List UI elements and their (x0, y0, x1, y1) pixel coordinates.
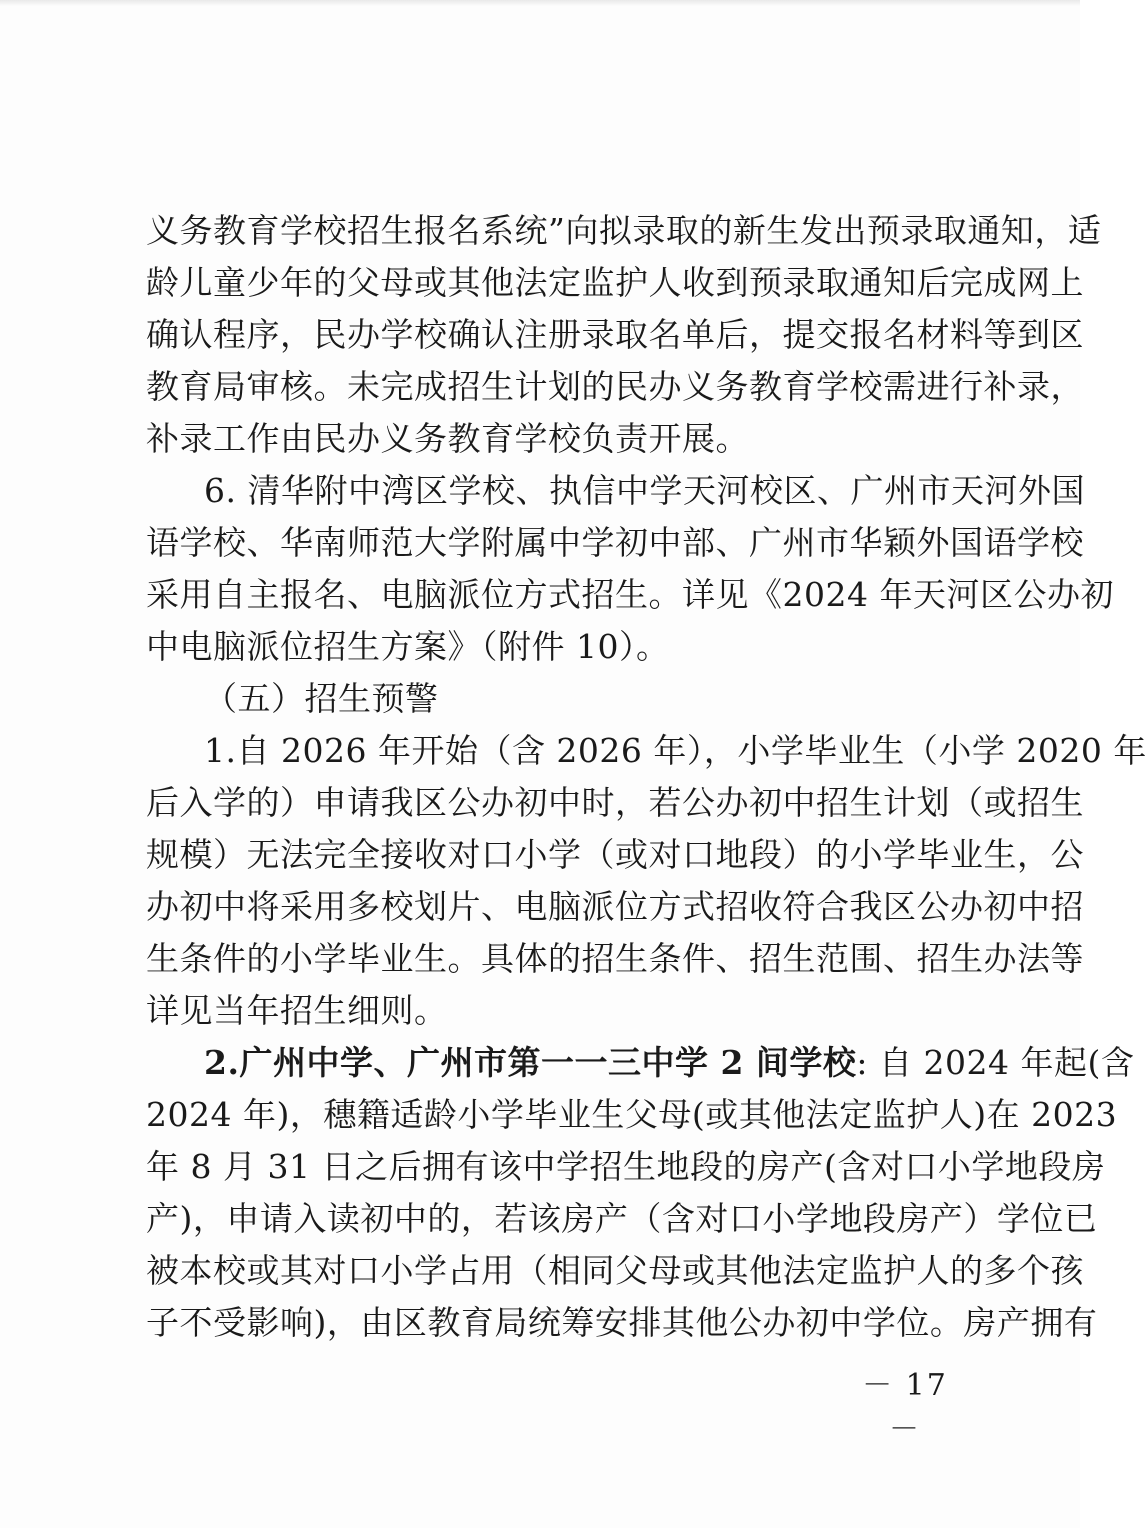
section-heading: （五）招生预警 (204, 679, 439, 718)
item2-first-line-rest: : 自 2024 年起(含 (856, 1043, 1135, 1082)
item2-first-line (204, 1037, 1135, 1089)
text-line: 生条件的小学毕业生。具体的招生条件、招生范围、招生办法等 (146, 939, 1084, 978)
text-line: 2024 年)，穗籍适龄小学毕业生父母(或其他法定监护人)在 2023 (146, 1095, 1118, 1134)
scan-edge (0, 0, 1080, 6)
text-line: 中电脑派位招生方案》（附件 10）。 (146, 627, 670, 666)
item2-bold-lead: 2.广州中学、广州市第一一三中学 2 间学校 (204, 1043, 857, 1082)
text-line: 龄儿童少年的父母或其他法定监护人收到预录取通知后完成网上 (146, 263, 1084, 302)
text-line: 6. 清华附中湾区学校、执信中学天河校区、广州市天河外国 (204, 471, 1085, 510)
text-line: 教育局审核。未完成招生计划的民办义务教育学校需进行补录， (146, 367, 1084, 406)
text-line: 详见当年招生细则。 (146, 991, 448, 1030)
text-line: 年 8 月 31 日之后拥有该中学招生地段的房产(含对口小学地段房 (146, 1147, 1106, 1186)
text-line: 采用自主报名、电脑派位方式招生。详见《2024 年天河区公办初 (146, 575, 1114, 614)
text-line: 补录工作由民办义务教育学校负责开展。 (146, 419, 749, 458)
text-line: 办初中将采用多校划片、电脑派位方式招收符合我区公办初中招 (146, 887, 1084, 926)
text-line: 确认程序，民办学校确认注册录取名单后，提交报名材料等到区 (146, 315, 1084, 354)
text-line: 被本校或其对口小学占用（相同父母或其他法定监护人的多个孩 (146, 1251, 1084, 1290)
text-line: 产)，申请入读初中的，若该房产（含对口小学地段房产）学位已 (146, 1199, 1098, 1238)
text-line: 后入学的）申请我区公办初中时，若公办初中招生计划（或招生 (146, 783, 1084, 822)
page-number: － 17 － (862, 1368, 948, 1447)
text-line: 1.自 2026 年开始（含 2026 年），小学毕业生（小学 2020 年 (204, 731, 1147, 770)
text-line: 子不受影响)，由区教育局统筹安排其他公办初中学位。房产拥有 (146, 1303, 1098, 1342)
text-line: 义务教育学校招生报名系统”向拟录取的新生发出预录取通知，适 (146, 211, 1102, 250)
text-line: 语学校、华南师范大学附属中学初中部、广州市华颖外国语学校 (146, 523, 1084, 562)
text-line: 规模）无法完全接收对口小学（或对口地段）的小学毕业生，公 (146, 835, 1084, 874)
